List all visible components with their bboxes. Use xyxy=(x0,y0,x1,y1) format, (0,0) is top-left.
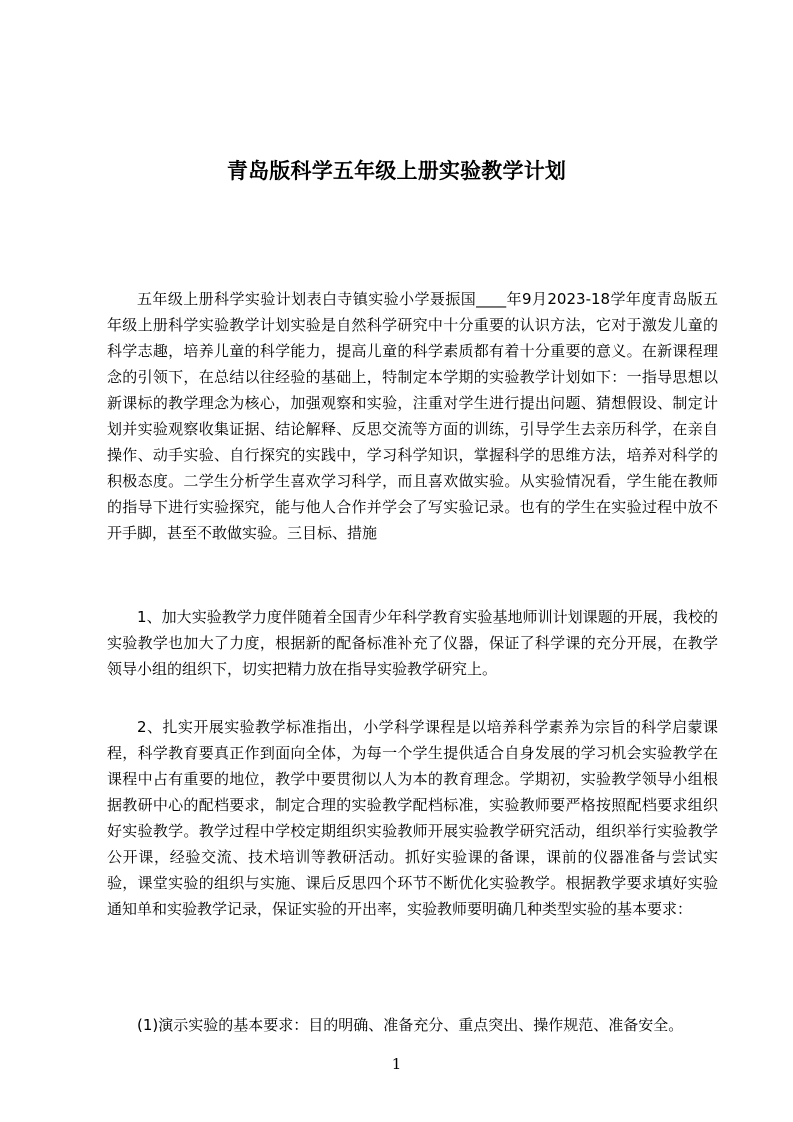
paragraph-measure-2: 2、扎实开展实验教学标准指出，小学科学课程是以培养科学素养为宗旨的科学启蒙课程，科学教育要真正作到面向全体，为每一个学生提供适合自身发展的学习机会实验教学在课程中占有重要的地位，教学中要贯彻以人为本的教育理念。学期初，实验教学领导小组根据教研中心的配档要求，制定合理的实验教学配档标准，实验教师要严格按照配档要求组织好实验教学。教学过程中学校定期组织实验教师开展实验教学研究活动，组织举行实验教学公开课，经验交流、技术培训等教研活动。抓好实验课的备课，课前的仪器准备与尝试实验，课堂实验的组织与实施、课后反思四个环节不断优化实验教学。根据教学要求填好实验通知单和实验教学记录，保证实验的开出率，实验教师要明确几种类型实验的基本要求： xyxy=(107,718,718,918)
paragraph-overview: 五年级上册科学实验计划表白寺镇实验小学聂振国____年9月2023-18学年度青岛版五年级上册科学实验教学计划实验是自然科学研究中十分重要的认识方法，它对于激发儿童的科学志趣，培养儿童的科学能力，提高儿童的科学素质都有着十分重要的意义。在新课程理念的引领下，在总结以往经验的基础上，特制定本学期的实验教学计划如下：一指导思想以新课标的教学理念为核心，加强观察和实验，注重对学生进行提出问题、猜想假设、制定计划并实验观察收集证据、结论解释、反思交流等方面的训练，引导学生去亲历科学，在亲自操作、动手实验、自行探究的实践中，学习科学知识，掌握科学的思维方法，培养对科学的积极态度。二学生分析学生喜欢学习科学，而且喜欢做实验。从实验情况看，学生能在教师的指导下进行实验探究，能与他人合作并学会了写实验记录。也有的学生在实验过程中放不开手脚，甚至不敢做实验。三目标、措施 xyxy=(107,290,718,542)
document-title: 青岛版科学五年级上册实验教学计划 xyxy=(226,159,567,184)
paragraph-measure-1: 1、加大实验教学力度伴随着全国青少年科学教育实验基地师训计划课题的开展，我校的实验教学也加大了力度，根据新的配备标准补充了仪器，保证了科学课的充分开展，在教学领导小组的组织下，切实把精力放在指导实验教学研究上。 xyxy=(107,608,718,678)
page-number: 1 xyxy=(391,1055,402,1073)
paragraph-demo-requirements: (1)演示实验的基本要求：目的明确、准备充分、重点突出、操作规范、准备安全。 xyxy=(137,1016,684,1034)
